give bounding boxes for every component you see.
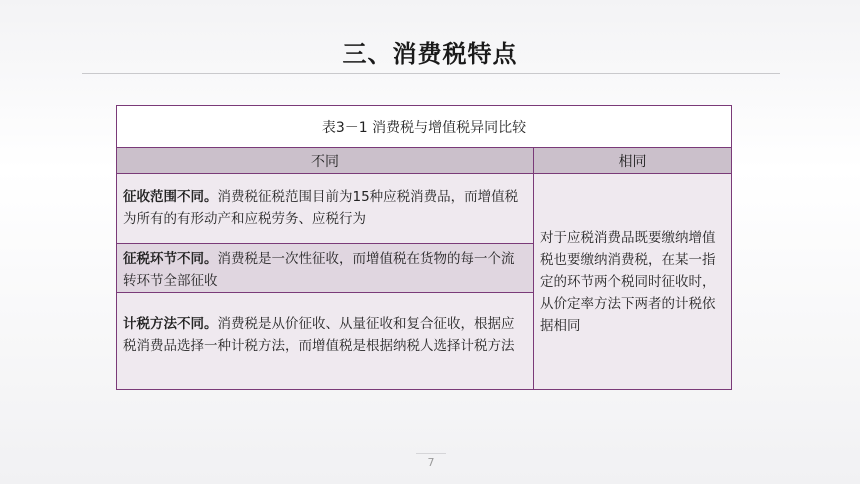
- row-heading: 计税方法不同。: [123, 316, 218, 332]
- row-text: 消费税是从价征收、从量征收和复合征收，根据应税消费品选择一种计税方法，而增值税是根据纳税人选择计税方法: [123, 316, 515, 354]
- table-caption: 表3－1 消费税与增值税异同比较: [117, 106, 732, 148]
- table-row: [117, 174, 534, 244]
- comparison-table: [116, 105, 732, 390]
- page-title: 三、消费税特点: [342, 40, 518, 68]
- row-text: 消费税是一次性征收，而增值税在货物的每一个流转环节全部征收: [123, 251, 515, 289]
- row-text: 消费税征税范围目前为15种应税消费品，而增值税为所有的有形动产和应税劳务、应税行为: [123, 189, 519, 227]
- row-heading: 征税环节不同。: [123, 251, 218, 267]
- same-cell: 对于应税消费品既要缴纳增值税也要缴纳消费税，在某一指定的环节两个税同时征收时，从价定率方法下两者的计税依据相同: [534, 174, 732, 390]
- header-different: 不同: [117, 148, 534, 174]
- title-divider: [82, 73, 780, 74]
- page-number: 7: [427, 456, 435, 469]
- table-row: [117, 293, 534, 390]
- row-heading: 征收范围不同。: [123, 189, 218, 205]
- table-row: [117, 244, 534, 293]
- header-same: 相同: [534, 148, 732, 174]
- page-number-divider: [416, 453, 446, 454]
